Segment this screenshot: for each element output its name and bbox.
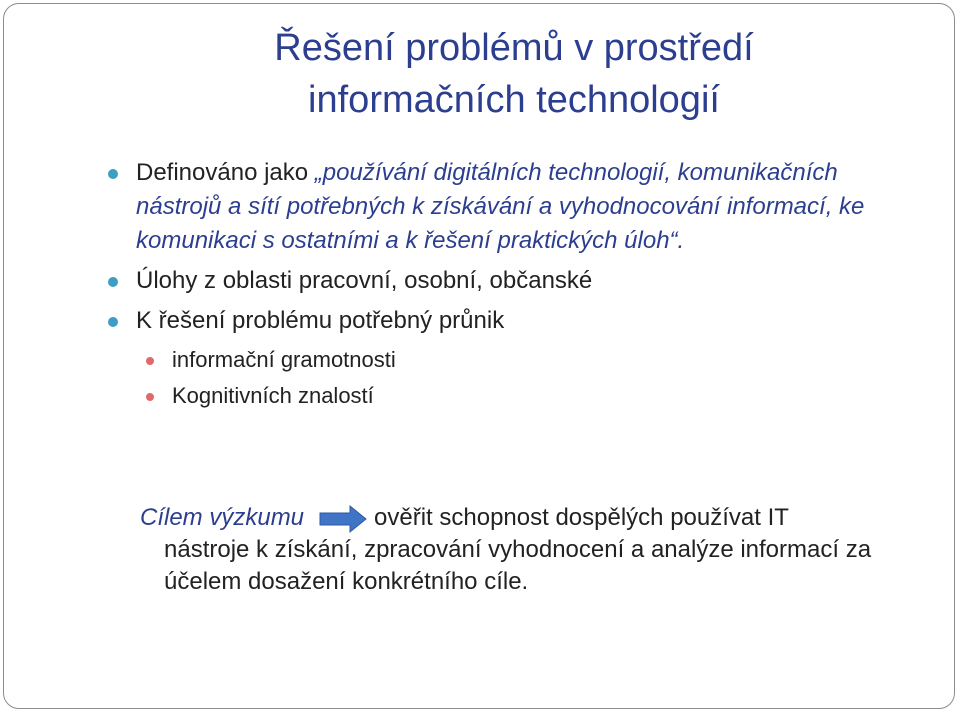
definition-lead: Definováno jako: [136, 159, 315, 186]
bullet-dot-icon: [108, 277, 118, 287]
subbullet-dot-icon: [146, 357, 154, 365]
research-goal-rest: nástroje k získání, zpracování vyhodnocení a analýze informací za účelem dosažení konkrétního cíle.: [164, 536, 872, 595]
subbullet-cognitive-knowledge: [140, 380, 928, 412]
bullet-definition: [108, 156, 928, 258]
right-arrow-icon: [318, 504, 368, 534]
bullet-text: K řešení problému potřebný průnik: [136, 307, 505, 334]
research-goal-line1: [140, 502, 940, 534]
slide-title: [134, 22, 894, 126]
slide-title-line2: informačních technologií: [308, 79, 720, 121]
bullet-text: Úlohy z oblasti pracovní, osobní, občanské: [136, 267, 593, 294]
subbullet-text: Kognitivních znalostí: [172, 383, 374, 408]
research-goal: [140, 502, 940, 598]
slide-frame: [3, 3, 955, 709]
bullet-dot-icon: [108, 317, 118, 327]
bullet-dot-icon: [108, 169, 118, 179]
research-goal-label: Cílem výzkumu: [140, 504, 305, 531]
research-goal-line1-text: ověřit schopnost dospělých používat IT: [374, 504, 789, 531]
bullet-list: [108, 156, 928, 416]
subbullet-text: informační gramotnosti: [172, 347, 396, 372]
subbullet-dot-icon: [146, 393, 154, 401]
definition-quote: „používání digitálních technologií, komunikačních nástrojů a sítí potřebných k získávání a vyhodnocování informací, ke komunikaci s ostatními a k řešení praktických úloh“.: [136, 159, 865, 254]
slide-title-line1: Řešení problémů v prostředí: [274, 27, 754, 69]
bullet-intersection: [108, 304, 928, 338]
subbullet-information-literacy: [140, 344, 928, 376]
bullet-task-areas: [108, 264, 928, 298]
